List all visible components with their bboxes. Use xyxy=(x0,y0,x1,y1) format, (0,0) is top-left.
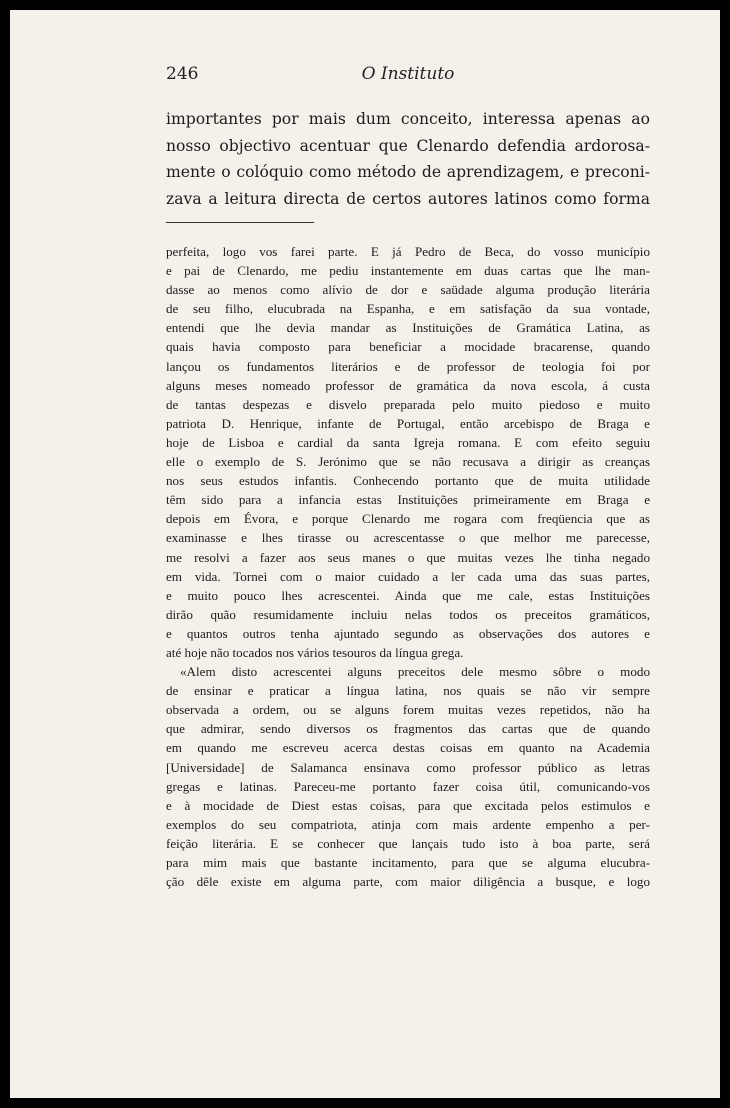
footnote-line: examinasse e lhes tirasse ou acrescentasse o que melhor me parecesse, xyxy=(166,530,650,546)
main-text-line: importantes por mais dum conceito, interessa apenas ao xyxy=(166,110,650,128)
running-head xyxy=(166,64,650,90)
footnote-line: e muito pouco lhes acrescentei. Ainda que me cale, estas Instituições xyxy=(166,587,650,603)
footnote-rule xyxy=(166,222,314,223)
footnote-line: entendi que lhe devia mandar as Instituições de Gramática Latina, as xyxy=(166,320,650,336)
footnote-line: e à mocidade de Diest estas coisas, para que excitada pelos estimulos e xyxy=(166,797,650,813)
footnote-line: «Alem disto acrescentei alguns preceitos dele mesmo sôbre o modo xyxy=(180,664,650,680)
footnote-line: de seu filho, elucubrada na Espanha, e em satisfação da sua vontade, xyxy=(166,301,650,317)
footnote-line: [Universidade] de Salamanca ensinava como professor público as letras xyxy=(166,759,650,775)
main-text-line: mente o colóquio como método de aprendizagem, e preconi- xyxy=(166,163,650,182)
footnote-line: hoje de Lisboa e cardial da santa Igreja romana. E com efeito seguiu xyxy=(166,434,650,450)
journal-title: O Instituto xyxy=(361,64,455,84)
footnote-line: e pai de Clenardo, me pediu instantemente em duas cartas que lhe man- xyxy=(166,263,650,279)
footnote-line: patriota D. Henrique, infante de Portugal, então arcebispo de Braga e xyxy=(166,415,650,431)
main-text xyxy=(166,106,650,212)
page-number: 246 xyxy=(166,64,199,84)
footnote-line: em vida. Tornei com o maior cuidado a ler cada uma das suas partes, xyxy=(166,568,650,584)
footnote-line: para mim mais que bastante incitamento, para que se alguma elucubra- xyxy=(166,855,650,870)
footnote-line: até hoje não tocados nos vários tesouros da língua grega. xyxy=(166,644,464,660)
footnote-line: em quando me escreveu acerca destas coisas em quanto na Academia xyxy=(166,740,650,756)
footnote-line: elle o exemplo de S. Jerónimo que se não recusava a dirigir as creanças xyxy=(166,454,650,470)
footnote-line: alguns meses nomeado professor de gramática da nova escola, á custa xyxy=(166,377,650,393)
footnote xyxy=(166,242,650,891)
footnote-line: lançou os fundamentos literários e de professor de teologia foi por xyxy=(166,358,650,374)
footnote-line: de ensinar e praticar a língua latina, nos quais se não vir sempre xyxy=(166,683,650,699)
footnote-line: perfeita, logo vos farei parte. E já Pedro de Beca, do vosso município xyxy=(166,244,650,259)
footnote-line: ção dêle existe em alguma parte, com maior diligência a busque, e logo xyxy=(166,874,650,890)
footnote-line: dasse ao menos como alívio de dor e saüdade alguma produção literária xyxy=(166,282,650,298)
footnote-line: observada a ordem, ou se alguns forem muitas vezes repetidos, não ha xyxy=(166,702,650,718)
book-page xyxy=(10,10,720,1098)
footnote-line: depois em Évora, e porque Clenardo me rogara com freqüencia que as xyxy=(166,511,650,527)
footnote-line: exemplos do seu compatriota, atinja com mais ardente empenho a per- xyxy=(166,816,650,832)
main-text-line: nosso objectivo acentuar que Clenardo defendia ardorosa- xyxy=(166,136,650,155)
footnote-line: têm sido para a infancia estas Instituições primeiramente em Braga e xyxy=(166,492,650,508)
main-text-line: zava a leitura directa de certos autores latinos como forma xyxy=(166,189,650,208)
footnote-line: gregas e latinas. Pareceu-me portanto fazer coisa útil, comunicando-vos xyxy=(166,778,650,794)
footnote-line: e quantos outros tenha ajuntado segundo as observações dos autores e xyxy=(166,625,650,641)
footnote-line: quais havia composto para beneficiar a mocidade bracarense, quando xyxy=(166,339,650,355)
footnote-line: que admirar, sendo diversos os fragmentos das cartas que de quando xyxy=(166,721,650,737)
footnote-line: feição literária. E se conhecer que lançais tudo isto à boa parte, será xyxy=(166,835,650,851)
footnote-line: me resolvi a fazer aos seus manes o que muitas vezes lhe tinha negado xyxy=(166,549,650,565)
footnote-line: nos seus estudos infantis. Conhecendo portanto que de muita utilidade xyxy=(166,473,650,489)
footnote-line: de tantas despezas e disvelo preparada pelo muito piedoso e muito xyxy=(166,396,650,412)
footnote-line: dirão quão resumidamente incluiu nelas todos os preceitos gramáticos, xyxy=(166,606,650,622)
